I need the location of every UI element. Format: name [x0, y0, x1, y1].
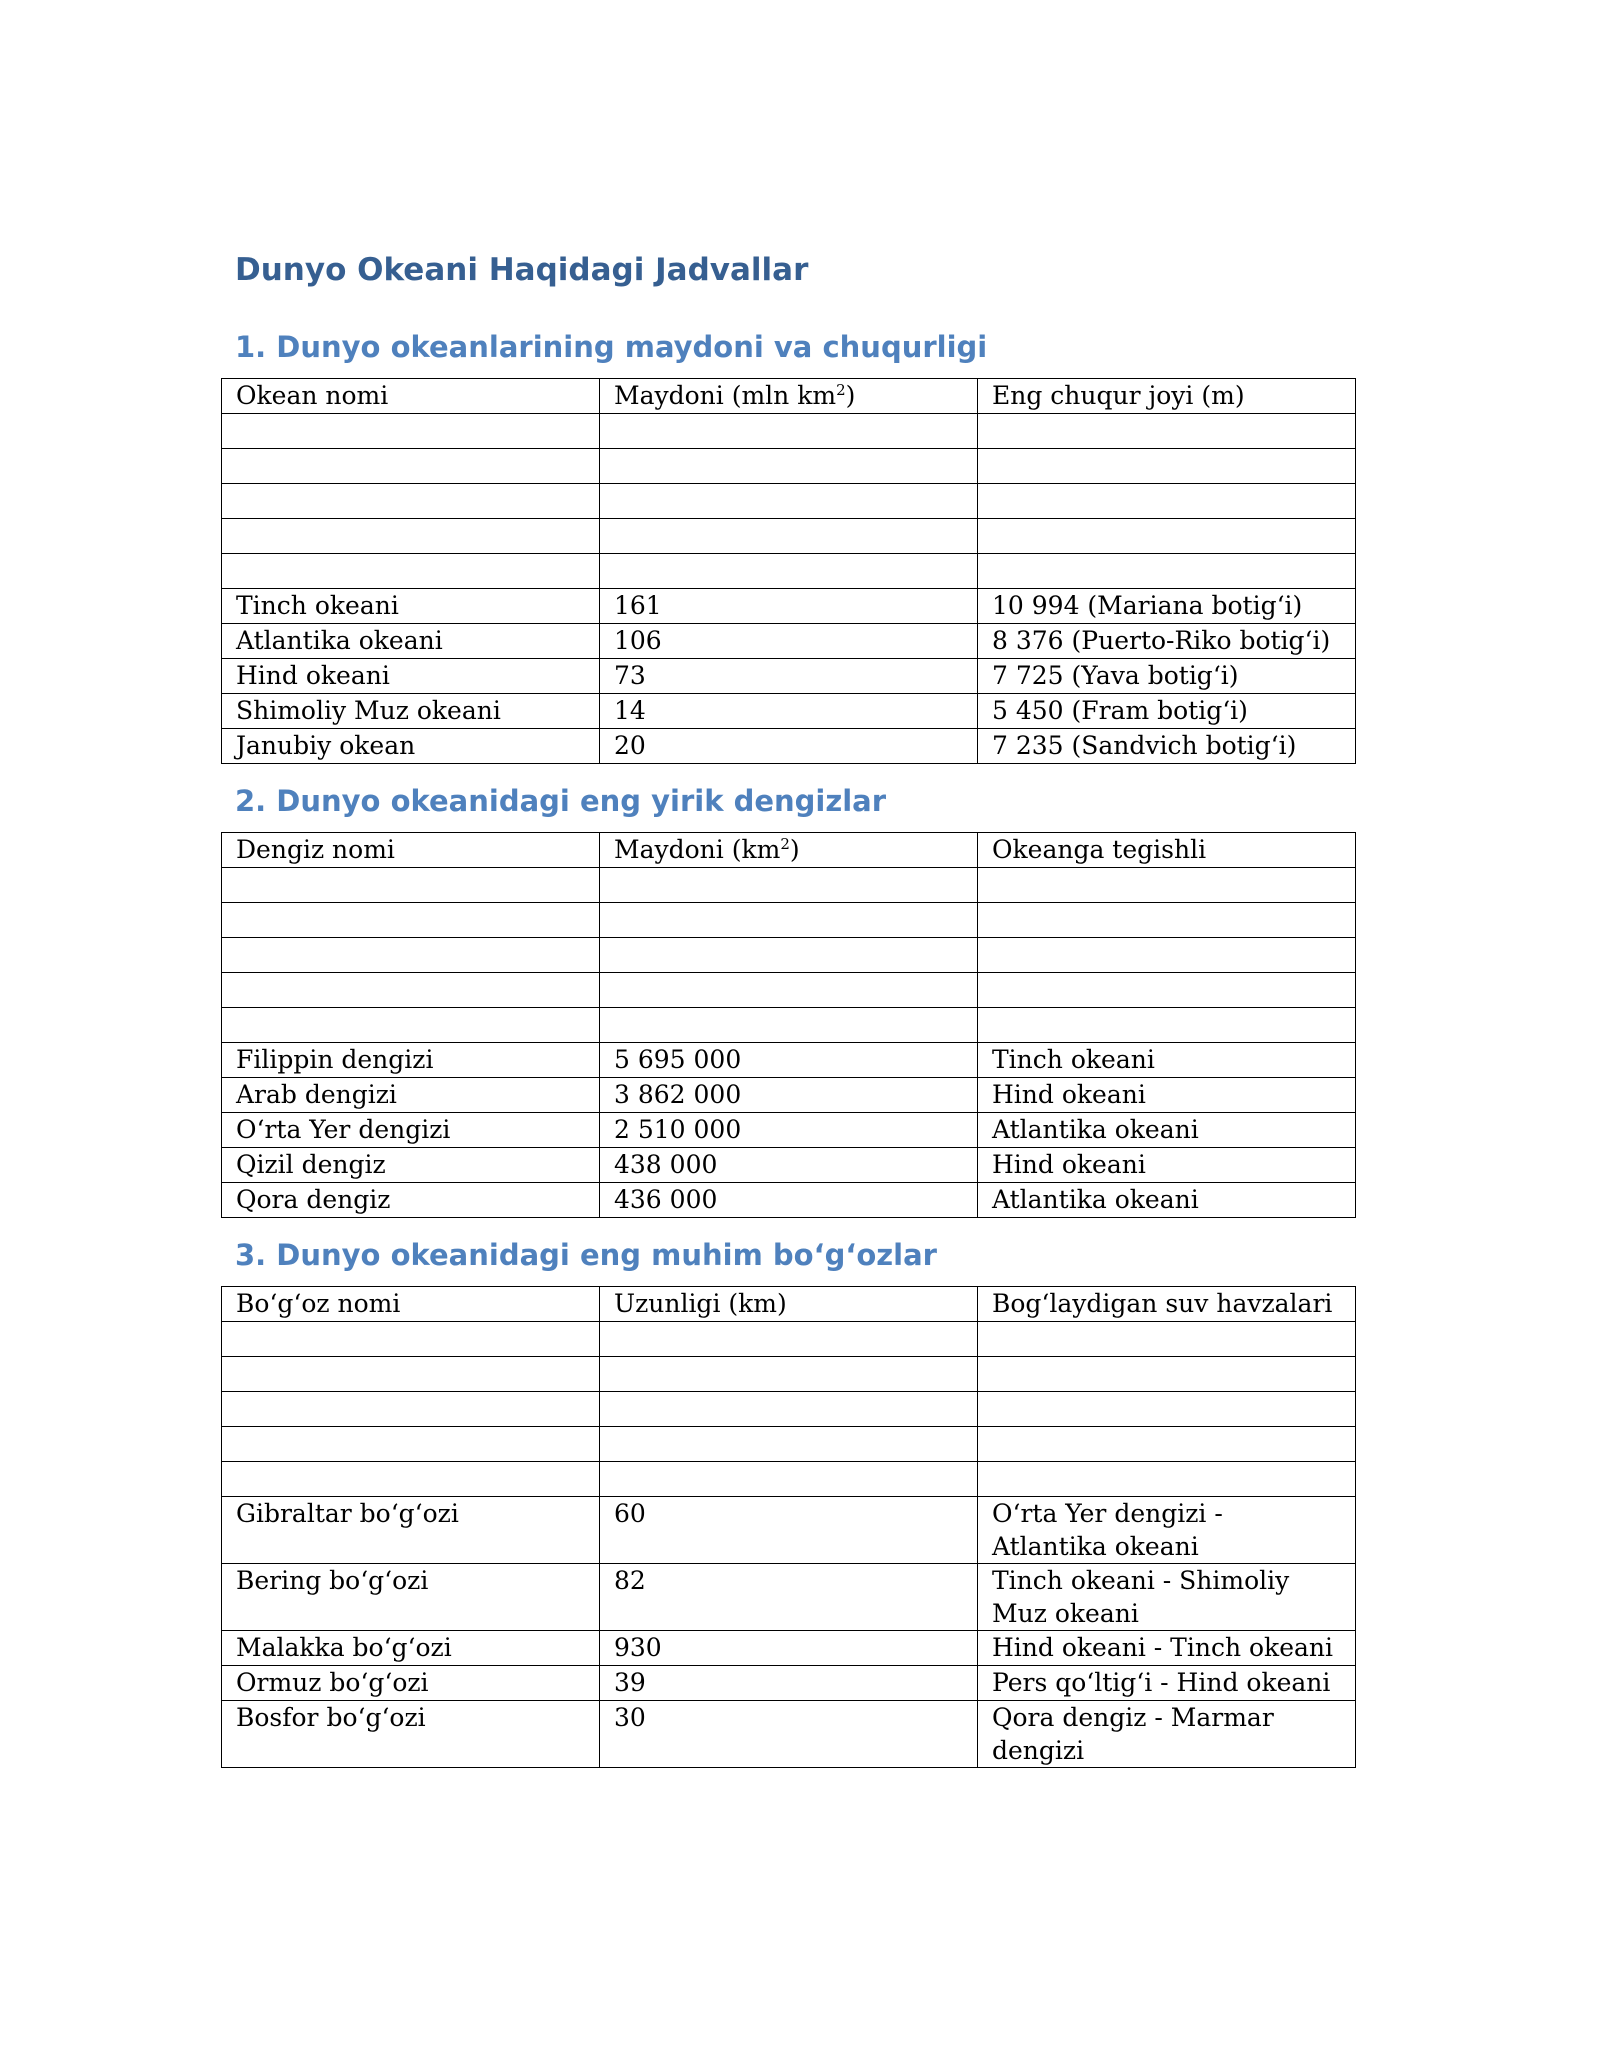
table-cell: 7 725 (Yava botig‘i) — [978, 659, 1356, 694]
table-cell: Filippin dengizi — [222, 1043, 600, 1078]
table-cell: 7 235 (Sandvich botig‘i) — [978, 729, 1356, 764]
table-row — [222, 1043, 1356, 1078]
table-row — [222, 1183, 1356, 1218]
largest-seas-table — [221, 832, 1356, 1218]
table-row — [222, 1701, 1356, 1768]
table-cell: 5 450 (Fram botig‘i) — [978, 694, 1356, 729]
table-cell: O‘rta Yer dengizi - Atlantika okeani — [978, 1497, 1356, 1564]
table-cell: Bering bo‘g‘ozi — [222, 1564, 600, 1631]
page-title: Dunyo Okeani Haqidagi Jadvallar — [235, 252, 809, 288]
table-cell: Hind okeani — [222, 659, 600, 694]
empty-row — [222, 414, 1356, 449]
table-row — [222, 1631, 1356, 1666]
header-cell: Bo‘g‘oz nomi — [222, 1287, 600, 1322]
section-1-heading: 1. Dunyo okeanlarining maydoni va chuqurligi — [235, 330, 988, 364]
table-cell: Hind okeani — [978, 1078, 1356, 1113]
header-cell: Bog‘laydigan suv havzalari — [978, 1287, 1356, 1322]
header-cell: Uzunligi (km) — [600, 1287, 978, 1322]
table-header-row — [222, 379, 1356, 414]
table-cell: 438 000 — [600, 1148, 978, 1183]
table-row — [222, 1113, 1356, 1148]
empty-row — [222, 903, 1356, 938]
table-cell: 5 695 000 — [600, 1043, 978, 1078]
header-cell: Okeanga tegishli — [978, 833, 1356, 868]
empty-row — [222, 1392, 1356, 1427]
table-row — [222, 1148, 1356, 1183]
empty-row — [222, 938, 1356, 973]
empty-row — [222, 449, 1356, 484]
table-cell: O‘rta Yer dengizi — [222, 1113, 600, 1148]
table-row — [222, 624, 1356, 659]
table-cell: 436 000 — [600, 1183, 978, 1218]
table-cell: Qora dengiz — [222, 1183, 600, 1218]
empty-row — [222, 1427, 1356, 1462]
section-3-heading: 3. Dunyo okeanidagi eng muhim bo‘g‘ozlar — [235, 1238, 937, 1272]
table-cell: Tinch okeani — [222, 589, 600, 624]
empty-row — [222, 1322, 1356, 1357]
table-row — [222, 1564, 1356, 1631]
table-cell: Janubiy okean — [222, 729, 600, 764]
table-cell: Shimoliy Muz okeani — [222, 694, 600, 729]
table-cell: 73 — [600, 659, 978, 694]
table-row — [222, 729, 1356, 764]
table-cell: 20 — [600, 729, 978, 764]
table-cell: 106 — [600, 624, 978, 659]
table-cell: 14 — [600, 694, 978, 729]
empty-row — [222, 484, 1356, 519]
table-cell: Atlantika okeani — [222, 624, 600, 659]
header-cell: Eng chuqur joyi (m) — [978, 379, 1356, 414]
table-cell: Pers qo‘ltig‘i - Hind okeani — [978, 1666, 1356, 1701]
table-cell: 82 — [600, 1564, 978, 1631]
header-cell: Maydoni $(km^2)$ — [600, 833, 978, 868]
table-cell: 930 — [600, 1631, 978, 1666]
table-cell: Ormuz bo‘g‘ozi — [222, 1666, 600, 1701]
table-cell: 8 376 (Puerto-Riko botig‘i) — [978, 624, 1356, 659]
empty-row — [222, 1462, 1356, 1497]
table-cell: Gibraltar bo‘g‘ozi — [222, 1497, 600, 1564]
table-cell: Atlantika okeani — [978, 1183, 1356, 1218]
table-cell: Bosfor bo‘g‘ozi — [222, 1701, 600, 1768]
table-cell: Arab dengizi — [222, 1078, 600, 1113]
table-cell: Atlantika okeani — [978, 1113, 1356, 1148]
table-cell: Qizil dengiz — [222, 1148, 600, 1183]
table-cell: 10 994 (Mariana botig‘i) — [978, 589, 1356, 624]
empty-row — [222, 1008, 1356, 1043]
important-straits-table — [221, 1286, 1356, 1768]
table-cell: 161 — [600, 589, 978, 624]
table-cell: Hind okeani - Tinch okeani — [978, 1631, 1356, 1666]
empty-row — [222, 554, 1356, 589]
section-2-heading: 2. Dunyo okeanidagi eng yirik dengizlar — [235, 784, 887, 818]
table-row — [222, 659, 1356, 694]
header-cell: Maydoni (mln $km^2$) — [600, 379, 978, 414]
table-cell: Hind okeani — [978, 1148, 1356, 1183]
table-row — [222, 589, 1356, 624]
table-row — [222, 694, 1356, 729]
empty-row — [222, 1357, 1356, 1392]
table-cell: 2 510 000 — [600, 1113, 978, 1148]
header-cell: Dengiz nomi — [222, 833, 600, 868]
table-row — [222, 1078, 1356, 1113]
table-row — [222, 1497, 1356, 1564]
empty-row — [222, 973, 1356, 1008]
table-cell: Qora dengiz - Marmar dengizi — [978, 1701, 1356, 1768]
table-header-row — [222, 1287, 1356, 1322]
empty-row — [222, 519, 1356, 554]
table-header-row — [222, 833, 1356, 868]
table-cell: 60 — [600, 1497, 978, 1564]
empty-row — [222, 868, 1356, 903]
table-cell: Malakka bo‘g‘ozi — [222, 1631, 600, 1666]
table-cell: 3 862 000 — [600, 1078, 978, 1113]
table-row — [222, 1666, 1356, 1701]
table-cell: 39 — [600, 1666, 978, 1701]
table-cell: 30 — [600, 1701, 978, 1768]
header-cell: Okean nomi — [222, 379, 600, 414]
ocean-area-depth-table — [221, 378, 1356, 764]
table-cell: Tinch okeani — [978, 1043, 1356, 1078]
table-cell: Tinch okeani - Shimoliy Muz okeani — [978, 1564, 1356, 1631]
